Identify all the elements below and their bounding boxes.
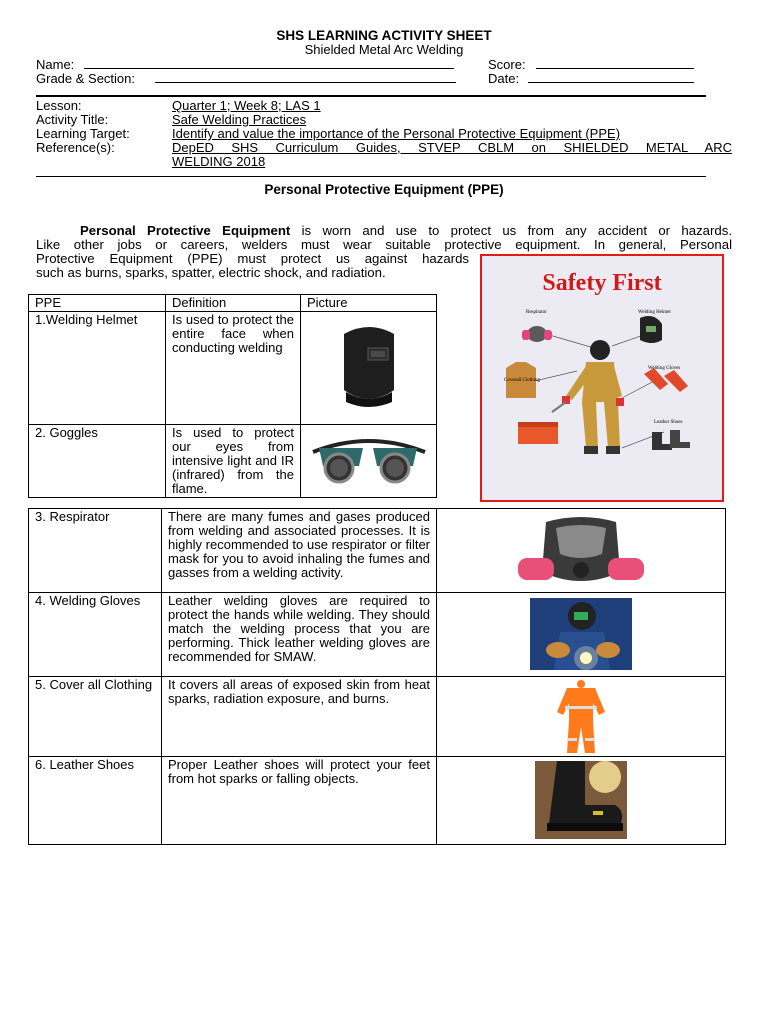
section-title: Personal Protective Equipment (PPE) <box>264 182 504 197</box>
info-divider <box>36 176 706 177</box>
table-row <box>29 509 726 593</box>
leather-shoe-icon <box>535 761 627 839</box>
poster-shoes-icon <box>652 432 672 450</box>
header-picture: Picture <box>301 295 437 312</box>
poster-respirator-icon <box>522 326 552 342</box>
table-row <box>29 757 726 845</box>
welding-helmet-icon <box>334 322 404 412</box>
picture-cell <box>437 593 726 677</box>
date-field[interactable] <box>528 82 694 83</box>
score-label: Score: <box>488 57 526 72</box>
poster-gloves-icon <box>644 368 668 390</box>
lesson-label: Lesson: <box>36 98 82 113</box>
score-field[interactable] <box>536 68 694 69</box>
ppe-cell: 5. Cover all Clothing <box>29 677 162 757</box>
sheet-subtitle: Shielded Metal Arc Welding <box>304 42 464 57</box>
picture-cell <box>437 677 726 757</box>
coverall-icon <box>553 678 609 754</box>
intro-bold: Personal Protective Equipment <box>80 223 291 238</box>
ppe-cell: 3. Respirator <box>29 509 162 593</box>
picture-cell <box>437 757 726 845</box>
intro-line1 <box>36 224 732 238</box>
table-row <box>29 677 726 757</box>
poster-label-shoes: Leather Shoes <box>654 420 683 425</box>
poster-title: Safety First <box>542 270 662 296</box>
grade-label: Grade & Section: <box>36 71 135 86</box>
ppe-table-2 <box>28 508 726 845</box>
name-field[interactable] <box>84 68 454 69</box>
lesson-value: Quarter 1; Week 8; LAS 1 <box>172 98 321 113</box>
poster-label-helmet: Welding Helmet <box>638 310 671 315</box>
picture-cell <box>437 509 726 593</box>
intro-line1-rest: is worn and use to protect us from any accident or hazards. <box>290 223 732 238</box>
table-row <box>29 425 437 498</box>
poster-label-respirator: Respirator <box>526 310 547 315</box>
ppe-cell: 1.Welding Helmet <box>29 312 166 425</box>
name-label: Name: <box>36 57 75 72</box>
intro-line2: Like other jobs or careers, welders must wear suitable protective equipment. In general, Personal <box>36 237 732 252</box>
intro-line3: Protective Equipment (PPE) must protect us against hazards <box>36 251 469 266</box>
grade-field[interactable] <box>155 82 456 83</box>
ppe-cell: 4. Welding Gloves <box>29 593 162 677</box>
definition-cell: It covers all areas of exposed skin from heat sparks, radiation exposure, and burns. <box>162 677 437 757</box>
header-definition: Definition <box>166 295 301 312</box>
intro-line4: such as burns, sparks, spatter, electric shock, and radiation. <box>36 265 386 280</box>
welding-gloves-icon <box>530 598 632 670</box>
ppe-cell: 6. Leather Shoes <box>29 757 162 845</box>
target-value: Identify and value the importance of the Personal Protective Equipment (PPE) <box>172 126 621 141</box>
date-label: Date: <box>488 71 520 86</box>
table-row <box>29 593 726 677</box>
poster-label-gloves: Welding Gloves <box>648 366 681 371</box>
poster-label-clothing: Coverall Clothing <box>504 378 540 383</box>
reference-label: Reference(s): <box>36 140 115 155</box>
ppe-cell: 2. Goggles <box>29 425 166 498</box>
definition-cell: Is used to protect our eyes from intensive light and IR (infrared) from the flame. <box>166 425 301 498</box>
definition-cell: Leather welding gloves are required to protect the hands while welding. They should match the welding process that you are performing. Thick leather welding gloves are recommended for SMAW. <box>162 593 437 677</box>
definition-cell: Is used to protect the entire face when conducting welding <box>166 312 301 425</box>
picture-cell <box>301 312 437 425</box>
activity-value: Safe Welding Practices <box>172 112 307 127</box>
header-divider <box>36 95 706 97</box>
picture-cell <box>301 425 437 498</box>
table-row <box>29 312 437 425</box>
ppe-table-1 <box>28 294 437 498</box>
poster-welder-figure <box>552 340 624 454</box>
respirator-icon <box>516 514 646 586</box>
reference-value-line2: WELDING 2018 <box>172 154 266 169</box>
definition-cell: There are many fumes and gases produced from welding and associated processes. It is highly recommended to use respirator or filter mask for you to avoid inhaling the fumes and gasses from a welding activity. <box>162 509 437 593</box>
table-header-row <box>29 295 437 312</box>
activity-label: Activity Title: <box>36 112 109 127</box>
header-ppe: PPE <box>29 295 166 312</box>
target-label: Learning Target: <box>36 126 130 141</box>
definition-cell: Proper Leather shoes will protect your feet from hot sparks or falling objects. <box>162 757 437 845</box>
sheet-title: SHS LEARNING ACTIVITY SHEET <box>276 28 492 43</box>
reference-value-line1: DepED SHS Curriculum Guides, STVEP CBLM on SHIELDED METAL ARC <box>172 140 732 155</box>
safety-first-poster <box>480 254 724 502</box>
goggles-icon <box>309 434 429 486</box>
